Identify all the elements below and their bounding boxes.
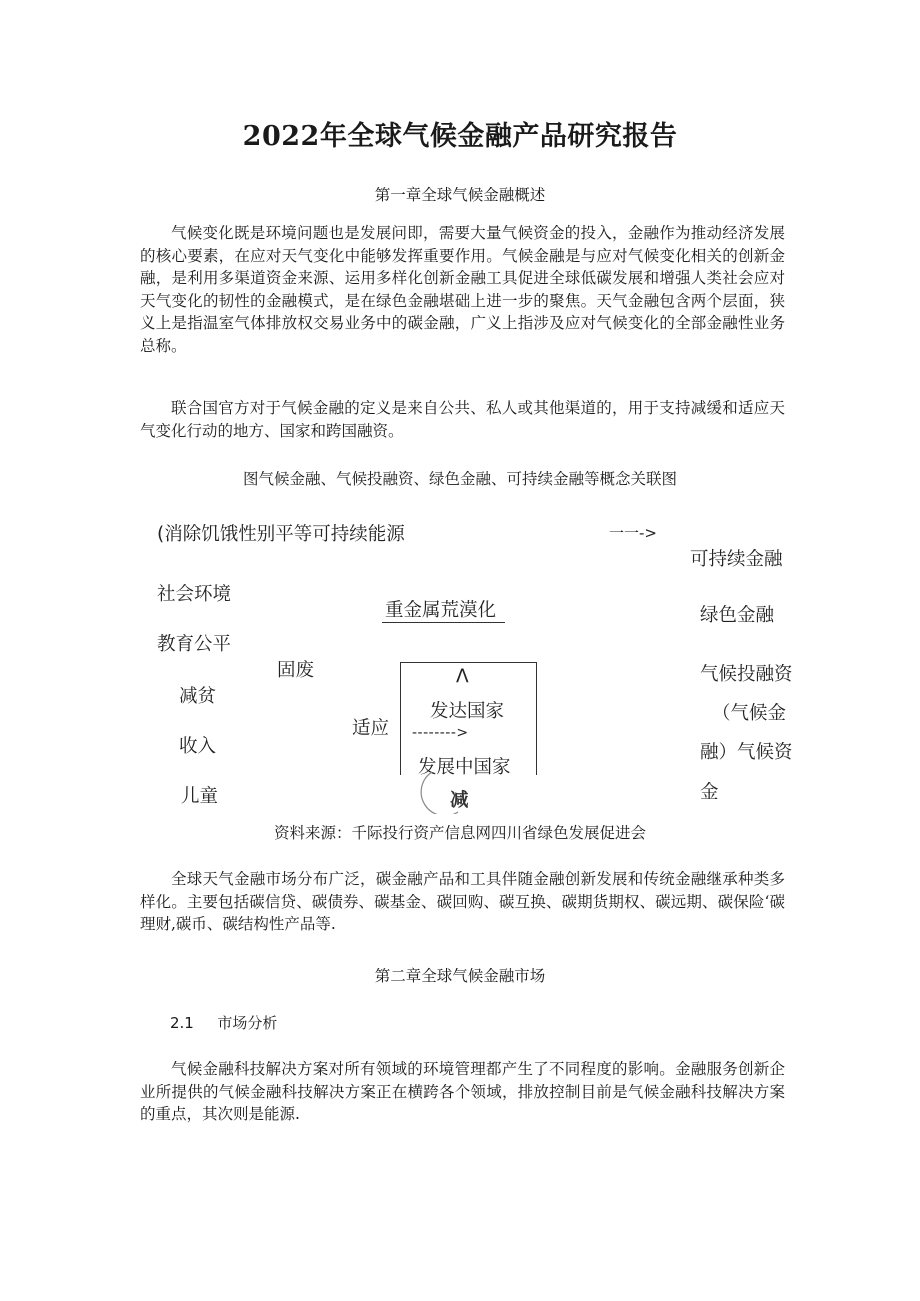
paragraph-intro: 气候变化既是环境问题也是发展问即，需要大量气候资金的投入，金融作为推动经济发展的核心要素，在应对天气变化中能够发挥重要作用。气候金融是与应对气候变化相关的创新金融，是利用多渠道资金来源、运用多样化创新金融工具促进全球低碳发展和增强人类社会应对天气变化的韧性的金融模式，是在绿色金融堪础上进一步的聚焦。天气金融包含两个层面，狭义上是指温室气体排放权交易业务中的碳金融，广义上指涉及应对气候变化的全部金融性业务总称。 — [140, 224, 785, 355]
section-title: 市场分析 — [217, 1014, 278, 1032]
diagram-left-item: 教育公平 — [157, 634, 232, 655]
diagram-reduce-label: 减 — [450, 790, 469, 811]
figure-source: 资料来源：千际投行资产信息网四川省绿色发展促进会 — [273, 824, 646, 842]
diagram-left-item: 收入 — [179, 736, 217, 757]
diagram-mid-arrow: --------> — [412, 725, 469, 741]
diagram-right-item: 可持续金融 — [690, 549, 783, 570]
section-number: 2.1 — [170, 1014, 194, 1032]
diagram-developing-label: 发展中国家 — [418, 757, 511, 778]
diagram-developed-label: 发达国家 — [430, 701, 505, 722]
chapter-2-heading: 第二章全球气候金融市场 — [374, 967, 546, 985]
diagram-right-item: 融）气候资 — [700, 742, 793, 763]
diagram-right-item: （气候金 — [712, 703, 787, 724]
diagram-heavy-metal-label: 重金属荒漠化 — [385, 600, 497, 621]
diagram-top-arrow: 一一-> — [609, 524, 657, 542]
diagram-left-item: 儿童 — [181, 786, 219, 807]
diagram-top-left-text: (消除饥饿性别平等可持续能源 — [157, 524, 405, 545]
diagram-right-item: 气候投融资 — [700, 664, 793, 685]
paragraph-un-definition: 联合国官方对于气候金融的定义是来自公共、私人或其他渠道的，用于支持减缓和适应天气变化行动的地方、国家和跨国融资。 — [140, 399, 785, 440]
paragraph-fintech: 气候金融科技解决方案对所有领域的环境管理都产生了不同程度的影响。金融服务创新企业所提供的气候金融科技解决方案正在横跨各个领域，排放控制目前是气候金融科技解决方案的重点，其次则是能源. — [140, 1060, 785, 1123]
figure-caption: 图气候金融、气候投融资、绿色金融、可持续金融等概念关联图 — [242, 470, 677, 488]
paragraph-market-distribution: 全球天气金融市场分布广泛，碳金融产品和工具伴随金融创新发展和传统金融继承种类多样化。主要包括碳信贷、碳债券、碳基金、碳回购、碳互换、碳期货期权、碳远期、碳保险‘碳理财,碳币、碳结构性产品等. — [140, 870, 785, 933]
document-title: 2022年全球气候金融产品研究报告 — [242, 121, 678, 152]
diagram-underline — [382, 622, 505, 623]
section-heading — [170, 1012, 277, 1033]
diagram-left-item: 社会环境 — [157, 584, 232, 605]
diagram-box-top-mark: Λ — [456, 666, 469, 687]
diagram-adapt-label: 适应 — [352, 718, 390, 739]
diagram-right-item: 金 — [700, 782, 719, 803]
diagram-left-item: 减贫 — [179, 686, 217, 707]
chapter-1-heading: 第一章全球气候金融概述 — [374, 186, 546, 204]
diagram-solid-waste-label: 固废 — [277, 660, 315, 681]
diagram-right-item: 绿色金融 — [700, 605, 775, 626]
